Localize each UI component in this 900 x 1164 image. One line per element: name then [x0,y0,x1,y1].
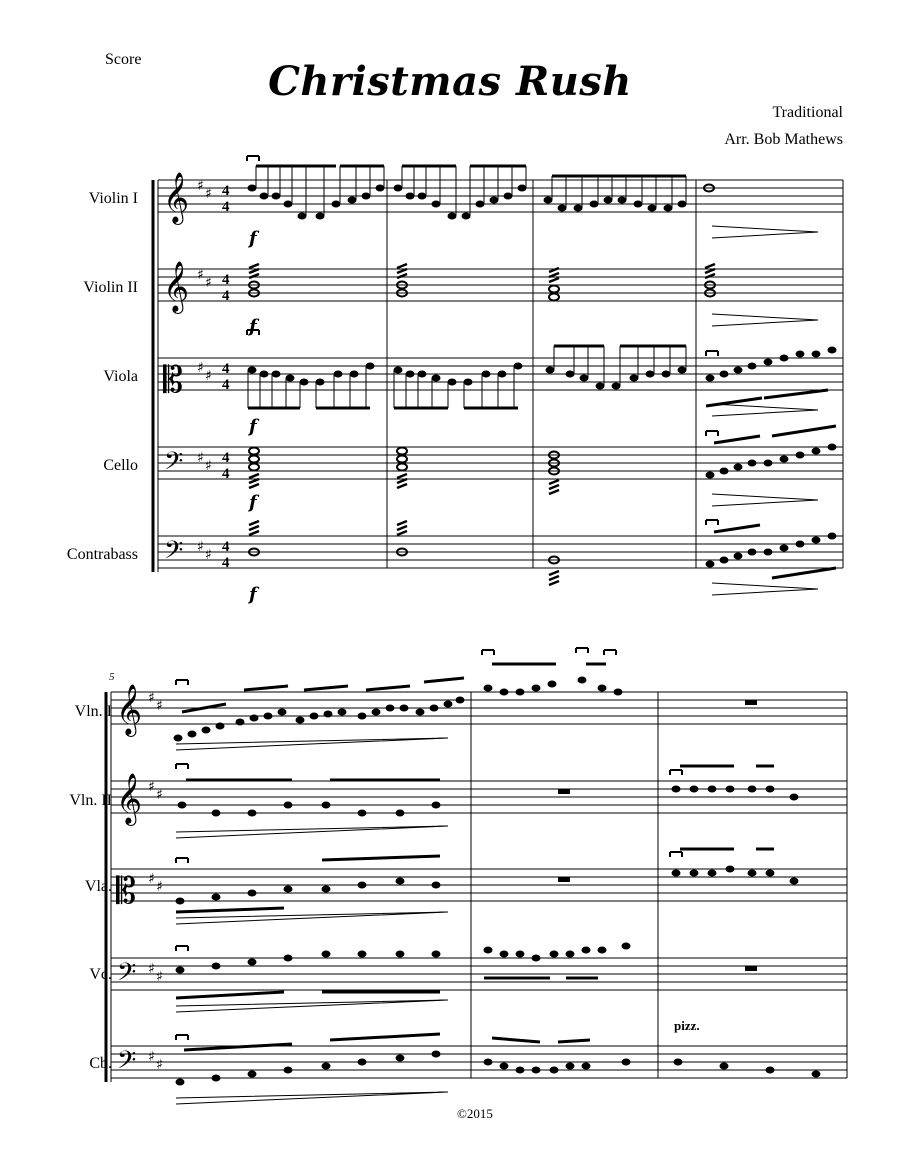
svg-text:♯: ♯ [205,275,212,291]
instrument-name-violin-2: Violin II [83,279,138,296]
vla-notes [176,849,798,912]
svg-text:♯: ♯ [205,547,212,563]
treble-clef-icon: 𝄞 [163,172,190,223]
staff-violin-2 [158,269,843,301]
alto-clef-icon: 𝄡 [163,360,184,401]
system-2-clefs [116,684,142,1081]
svg-text:4: 4 [222,539,230,555]
svg-text:f: f [249,416,257,437]
svg-text:♯: ♯ [156,969,163,985]
system-1-clefs [163,172,189,571]
svg-text:♯: ♯ [148,961,155,977]
instrument-abbr-contrabass: Cb. [89,1055,112,1072]
instrument-name-violin-1: Violin I [88,190,138,207]
viola-m1-4-notes [248,346,836,408]
svg-text:♯: ♯ [197,360,204,376]
svg-text:f: f [249,492,257,513]
instrument-name-contrabass: Contrabass [66,546,138,563]
svg-text:4: 4 [222,199,230,215]
svg-text:♯: ♯ [148,871,155,887]
svg-text:4: 4 [222,288,230,304]
tremolo-whole-notes [249,282,715,564]
piece-title: Christmas Rush [268,58,632,105]
vln-1-m5-6-notes [174,664,622,741]
treble-clef-icon: 𝄞 [116,684,143,735]
tremolo-slashes [249,264,715,585]
staff-cello [158,447,843,479]
staff-vla [111,869,847,901]
arranger-credit: Arr. Bob Mathews [724,131,843,148]
instrument-name-cello: Cello [103,457,138,474]
svg-text:♯: ♯ [156,1057,163,1073]
svg-text:4: 4 [222,377,230,393]
bass-clef-icon: 𝄢 [164,447,184,482]
svg-text:♯: ♯ [156,787,163,803]
staff-vln-1 [111,692,847,724]
bass-clef-icon: 𝄢 [164,536,184,571]
system-2-staves [106,692,847,1082]
pizz-marking: pizz. [674,1018,700,1033]
instrument-abbr-violin-1: Vln. I [74,703,112,720]
down-bow-icons [247,156,718,525]
staff-contrabass [158,536,843,568]
svg-text:4: 4 [222,183,230,199]
svg-text:♯: ♯ [156,698,163,714]
vln-2-notes [178,766,798,816]
svg-text:♯: ♯ [148,1049,155,1065]
svg-text:♯: ♯ [197,267,204,283]
violin-1-m1-4-notes [248,166,714,219]
alto-clef-icon: 𝄡 [116,871,137,912]
svg-text:♯: ♯ [197,450,204,466]
svg-text:♯: ♯ [205,186,212,202]
score-label: Score [105,51,142,68]
instrument-name-viola: Viola [103,368,138,385]
svg-text:♯: ♯ [205,458,212,474]
svg-text:♯: ♯ [205,368,212,384]
copyright-notice: ©2015 [457,1106,493,1121]
staff-cb [111,1046,847,1078]
svg-text:4: 4 [222,555,230,571]
svg-text:4: 4 [222,466,230,482]
svg-text:♯: ♯ [197,539,204,555]
measure-number: 5 [109,671,115,683]
bass-clef-icon: 𝄢 [117,958,137,993]
instrument-abbr-viola: Vla. [84,878,112,895]
bass-clef-icon: 𝄢 [117,1046,137,1081]
system-2-key [148,690,163,1073]
svg-text:♯: ♯ [156,879,163,895]
cb-notes [176,1034,820,1085]
instrument-abbr-violin-2: Vln. II [69,792,112,809]
svg-text:f: f [249,584,257,605]
instrument-abbr-cello: Vc. [89,966,112,983]
svg-text:♯: ♯ [197,178,204,194]
svg-text:4: 4 [222,272,230,288]
system-2-down-bow-icons [176,648,682,1040]
dynamic-hairpins [712,226,818,595]
svg-text:♯: ♯ [148,779,155,795]
svg-text:f: f [249,316,257,337]
treble-clef-icon: 𝄞 [116,773,143,824]
svg-text:♯: ♯ [148,690,155,706]
staff-vln-2 [111,781,847,813]
treble-clef-icon: 𝄞 [163,261,190,312]
composer-credit: Traditional [772,104,843,121]
svg-text:4: 4 [222,450,230,466]
svg-text:f: f [249,228,257,249]
low-strings-m4-notes [706,426,836,578]
staff-vc [111,958,847,990]
svg-text:4: 4 [222,361,230,377]
